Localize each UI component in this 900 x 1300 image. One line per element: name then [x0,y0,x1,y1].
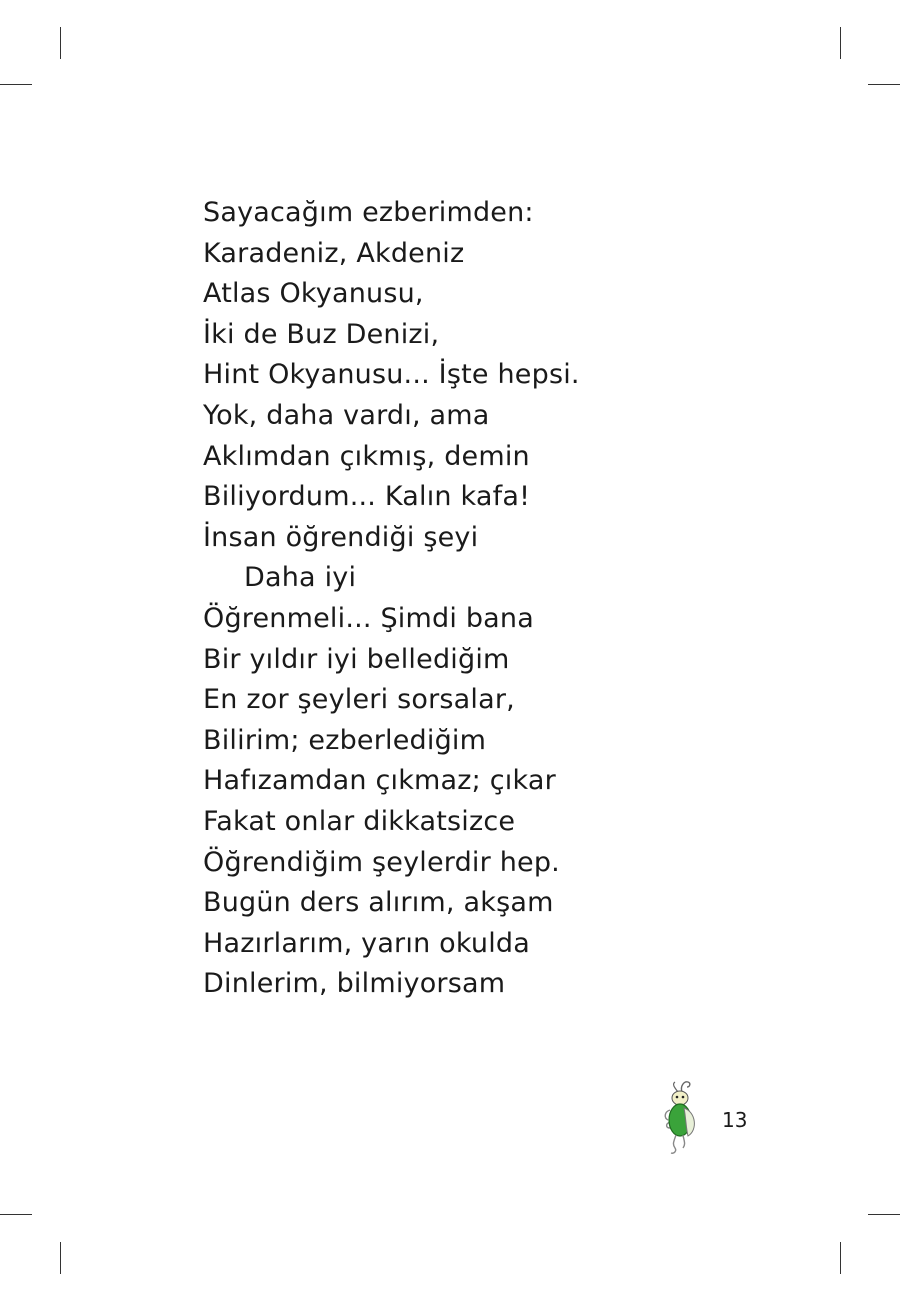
poem-line: Bugün ders alırım, akşam [203,887,554,919]
poem-line: Karadeniz, Akdeniz [203,237,465,269]
poem-line: En zor şeyleri sorsalar, [203,684,515,716]
poem-line: Dinlerim, bilmiyorsam [203,968,506,1000]
poem-line: Yok, daha vardı, ama [203,399,490,431]
crop-mark-bottom-right-vertical [840,1242,841,1274]
crop-mark-top-right-vertical [840,27,841,59]
poem-line: Atlas Okyanusu, [203,278,424,310]
poem-line: İnsan öğrendiği şeyi [203,521,479,553]
poem-line: Biliyordum... Kalın kafa! [203,481,531,513]
page-number: 13 [722,1108,748,1132]
green-bug-icon [656,1078,706,1158]
crop-mark-bottom-left-vertical [60,1242,61,1274]
crop-mark-bottom-right-horizontal [868,1214,900,1215]
poem-line: Bir yıldır iyi bellediğim [203,643,510,675]
poem-line: Sayacağım ezberimden: [203,197,534,228]
poem-line: Hazırlarım, yarın okulda [203,927,530,959]
poem-line: Bilirim; ezberlediğim [203,724,487,756]
poem-line: Hint Okyanusu... İşte hepsi. [203,359,580,391]
crop-mark-top-right-horizontal [868,84,900,85]
poem-line: Öğrendiğim şeylerdir hep. [203,846,560,878]
crop-mark-top-left-horizontal [0,84,32,85]
poem-line-indented: Daha iyi [244,562,357,594]
poem-text [203,193,580,1005]
poem-line: İki de Buz Denizi, [203,318,440,350]
crop-mark-bottom-left-horizontal [0,1214,32,1215]
poem-line: Öğrenmeli... Şimdi bana [203,602,534,634]
poem-line: Aklımdan çıkmış, demin [203,440,530,472]
poem-line: Hafızamdan çıkmaz; çıkar [203,765,556,797]
crop-mark-top-left-vertical [60,27,61,59]
poem-line: Fakat onlar dikkatsizce [203,805,516,837]
